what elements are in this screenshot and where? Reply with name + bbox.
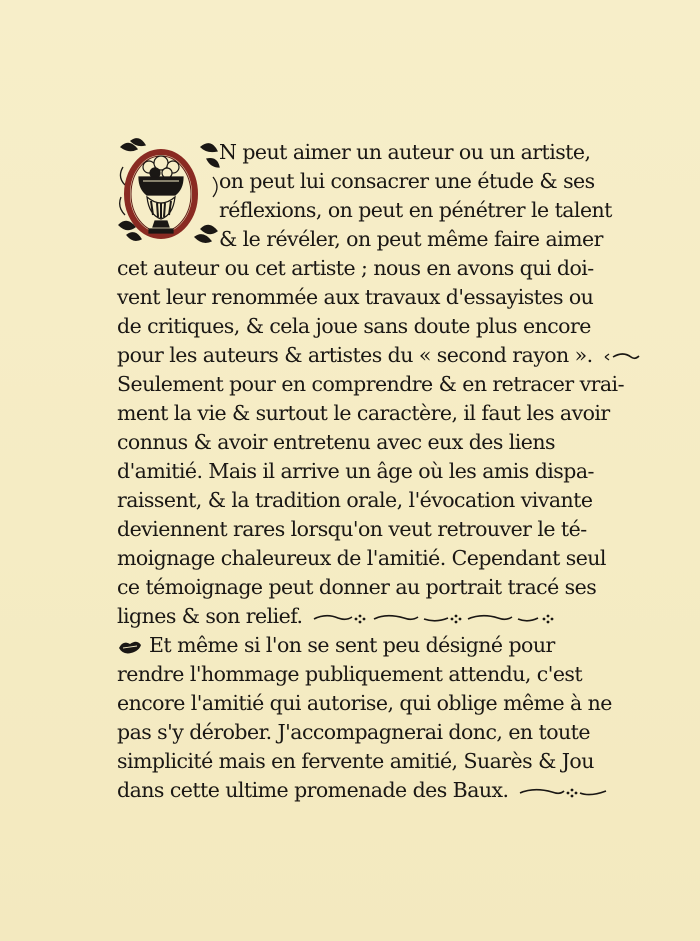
text-line: & le révéler, on peut même faire aimer [219, 227, 603, 251]
text-line: réflexions, on peut en pénétrer le talent [219, 198, 612, 222]
text-line: rendre l'hommage publiquement attendu, c'est [117, 662, 583, 686]
text-line: raissent, & la tradition orale, l'évocation vivante [117, 488, 593, 512]
text-line-with-ornament [117, 776, 610, 804]
text-line: N peut aimer un auteur ou un artiste, [219, 140, 591, 164]
text-line: moignage chaleureux de l'amitié. Cependant seul [117, 546, 606, 570]
text-line-with-ornament [117, 602, 562, 630]
scroll-flourish-ornament [518, 785, 610, 799]
text-line-with-leaf [117, 631, 555, 659]
text-line: on peut lui consacrer une étude & ses [219, 169, 595, 193]
text-line: encore l'amitié qui autorise, qui oblige même à ne [117, 691, 612, 715]
text-line-with-ornament [117, 341, 641, 369]
text-line: Et même si l'on se sent peu désigné pour [149, 633, 555, 657]
text-line: deviennent rares lorsqu'on veut retrouver le té- [117, 517, 587, 541]
text-line: dans cette ultime promenade des Baux. [117, 778, 509, 802]
text-line: Seulement pour en comprendre & en retracer vrai- [117, 372, 624, 396]
text-line: vent leur renommée aux travaux d'essayistes ou [117, 285, 594, 309]
ivy-leaf-icon [117, 639, 143, 655]
text-line: ce témoignage peut donner au portrait tracé ses [117, 575, 597, 599]
text-line: de critiques, & cela joue sans doute plus encore [117, 314, 591, 338]
text-line: connus & avoir entretenu avec eux des liens [117, 430, 556, 454]
text-line: cet auteur ou cet artiste ; nous en avons qui doi- [117, 256, 594, 280]
text-line: pas s'y dérober. J'accompagnerai donc, en toute [117, 720, 590, 744]
text-line: ment la vie & surtout le caractère, il faut les avoir [117, 401, 610, 425]
text-line: lignes & son relief. [117, 604, 303, 628]
scroll-flourish-ornament [312, 611, 562, 625]
text-line: pour les auteurs & artistes du « second rayon ». [117, 343, 593, 367]
text-line: d'amitié. Mais il arrive un âge où les amis dispa- [117, 459, 594, 483]
scroll-flourish-ornament [603, 351, 641, 363]
text-line: simplicité mais en fervente amitié, Suarès & Jou [117, 749, 594, 773]
drop-cap-initial [117, 137, 221, 247]
